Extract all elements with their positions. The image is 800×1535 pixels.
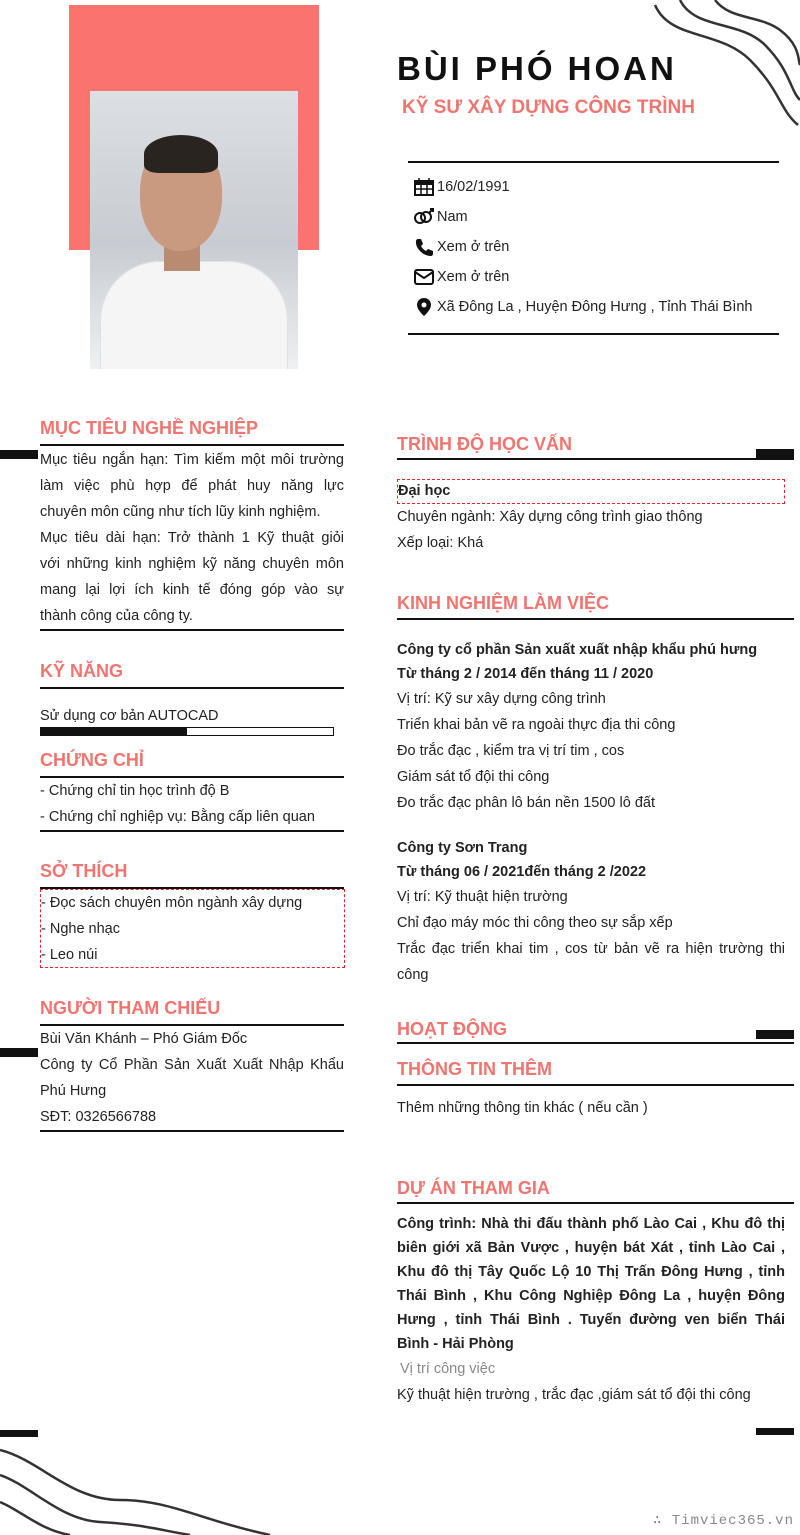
contact-email: Xem ở trên bbox=[413, 266, 509, 288]
objective-bottom-divider bbox=[40, 629, 344, 631]
project-role-label: Vị trí công việc bbox=[400, 1361, 496, 1377]
skill-level-bar bbox=[40, 727, 334, 736]
skill-name: Sử dụng cơ bản AUTOCAD bbox=[40, 708, 219, 724]
additional-info-text: Thêm những thông tin khác ( nếu cần ) bbox=[397, 1100, 648, 1116]
experience-job: Công ty Sơn Trang Từ tháng 06 / 2021đến tháng 2 /2022 Vị trí: Kỹ thuật hiện trường Chỉ đạo máy móc thi công theo sự sắp xếp Trắc đạc triển khai tim , cos từ bản vẽ ra hiện trường thi công bbox=[397, 836, 785, 988]
education-major: Chuyên ngành: Xây dựng công trình giao thông bbox=[397, 509, 703, 525]
candidate-name: BÙI PHÓ HOAN bbox=[397, 50, 677, 87]
project-role: Kỹ thuật hiện trường , trắc đạc ,giám sát tổ đội thi công bbox=[397, 1387, 751, 1403]
education-title: TRÌNH ĐỘ HỌC VẤN bbox=[397, 434, 572, 454]
objective-text: Mục tiêu ngắn hạn: Tìm kiếm một môi trường làm việc phù hợp để phát huy năng lực chuyên môn cũng như tích lũy kinh nghiệm. Mục tiêu dài hạn: Trở thành 1 Kỹ thuật giỏi với những kinh nghiệm kỹ năng chuyên môn mang lại lợi ích kinh tế đóng góp vào sự thành công của công ty. bbox=[40, 452, 344, 624]
contact-top-divider bbox=[408, 161, 779, 163]
phone-icon bbox=[413, 237, 435, 257]
skills-divider bbox=[40, 687, 344, 689]
experience-divider bbox=[397, 618, 794, 620]
hobby-item: - Đọc sách chuyên môn ngành xây dựng bbox=[41, 895, 303, 911]
additional-info-divider bbox=[397, 1084, 794, 1086]
left-edge-bar bbox=[0, 1430, 38, 1437]
contact-birthday: 16/02/1991 bbox=[413, 176, 510, 198]
references-bottom-divider bbox=[40, 1130, 344, 1132]
envelope-icon bbox=[413, 267, 435, 287]
left-edge-bar bbox=[0, 450, 38, 459]
objective-divider bbox=[40, 444, 344, 446]
left-edge-bar bbox=[0, 1048, 38, 1057]
gender-icon bbox=[413, 207, 435, 227]
profile-photo bbox=[90, 91, 298, 369]
activities-title: HOẠT ĐỘNG bbox=[397, 1019, 507, 1039]
education-rank: Xếp loại: Khá bbox=[397, 535, 484, 551]
education-divider bbox=[397, 458, 794, 460]
hobby-item: - Nghe nhạc bbox=[41, 921, 120, 937]
contact-phone: Xem ở trên bbox=[413, 236, 509, 258]
hobby-item: - Leo núi bbox=[41, 947, 98, 963]
hobbies-list bbox=[40, 889, 345, 968]
additional-info-title: THÔNG TIN THÊM bbox=[397, 1059, 552, 1079]
objective-title: MỤC TIÊU NGHỀ NGHIỆP bbox=[40, 418, 259, 438]
right-edge-bar bbox=[756, 449, 794, 458]
projects-text: Công trình: Nhà thi đấu thành phố Lào Cai , Khu đô thị biên giới xã Bản Vược , huyện bát Xát , tỉnh Lào Cai , Khu đô thị Tây Quốc Lộ 10 Thị Trấn Đông Hưng , tỉnh Thái Bình , Khu Công Nghiệp Đông La , huyện Đông Hưng , tỉnh Thái Bình . Tuyến đường ven biển Thái Bình - Hải Phòng Vị trí công việc Kỹ thuật hiện trường , trắc đạc ,giám sát tổ đội thi công bbox=[397, 1212, 785, 1408]
certificate-item: - Chứng chỉ tin học trình độ B bbox=[40, 783, 230, 799]
certificates-title: CHỨNG CHỈ bbox=[40, 750, 144, 770]
candidate-position: KỸ SƯ XÂY DỰNG CÔNG TRÌNH bbox=[402, 97, 695, 118]
watermark: ∴ Timviec365.vn bbox=[652, 1513, 794, 1529]
certificates-list bbox=[40, 778, 315, 830]
references-title: NGƯỜI THAM CHIẾU bbox=[40, 998, 221, 1018]
references-text: Bùi Văn Khánh – Phó Giám Đốc Công ty Cổ Phần Sản Xuất Xuất Nhập Khẩu Phú Hưng SĐT: 0326566788 bbox=[40, 1031, 344, 1125]
contact-gender: Nam bbox=[413, 206, 468, 228]
calendar-icon bbox=[413, 177, 435, 197]
right-edge-bar bbox=[756, 1428, 794, 1435]
contact-address: Xã Đông La , Huyện Đông Hưng , Tỉnh Thái Bình bbox=[413, 296, 752, 318]
job-company: Công ty Sơn Trang bbox=[397, 840, 528, 856]
certificates-bottom-divider bbox=[40, 830, 344, 832]
job-period: Từ tháng 06 / 2021đến tháng 2 /2022 bbox=[397, 864, 647, 880]
experience-job: Công ty cổ phần Sản xuất xuất nhập khẩu phú hưng Từ tháng 2 / 2014 đến tháng 11 / 2020 Vị trí: Kỹ sư xây dựng công trình Triển khai bản vẽ ra ngoài thực địa thi công Đo trắc đạc , kiểm tra vị trí tim , cos Giám sát tổ đội thi công Đo trắc đạc phân lô bán nền 1500 lô đất bbox=[397, 638, 785, 816]
projects-divider bbox=[397, 1202, 794, 1204]
contact-bottom-divider bbox=[408, 333, 779, 335]
hobbies-title: SỞ THÍCH bbox=[40, 861, 128, 881]
certificate-item: - Chứng chỉ nghiệp vụ: Bằng cấp liên quan bbox=[40, 809, 315, 825]
education-level: Đại học bbox=[397, 479, 785, 504]
activities-divider bbox=[397, 1042, 794, 1044]
skills-title: KỸ NĂNG bbox=[40, 661, 124, 681]
bottom-left-wave-decoration bbox=[0, 1440, 280, 1535]
projects-title: DỰ ÁN THAM GIA bbox=[397, 1178, 550, 1198]
job-period: Từ tháng 2 / 2014 đến tháng 11 / 2020 bbox=[397, 666, 654, 682]
right-edge-bar bbox=[756, 1030, 794, 1039]
job-company: Công ty cổ phần Sản xuất xuất nhập khẩu phú hưng bbox=[397, 642, 758, 658]
map-marker-icon bbox=[413, 297, 435, 317]
skill-level-fill bbox=[41, 728, 187, 735]
experience-title: KINH NGHIỆM LÀM VIỆC bbox=[397, 593, 610, 613]
